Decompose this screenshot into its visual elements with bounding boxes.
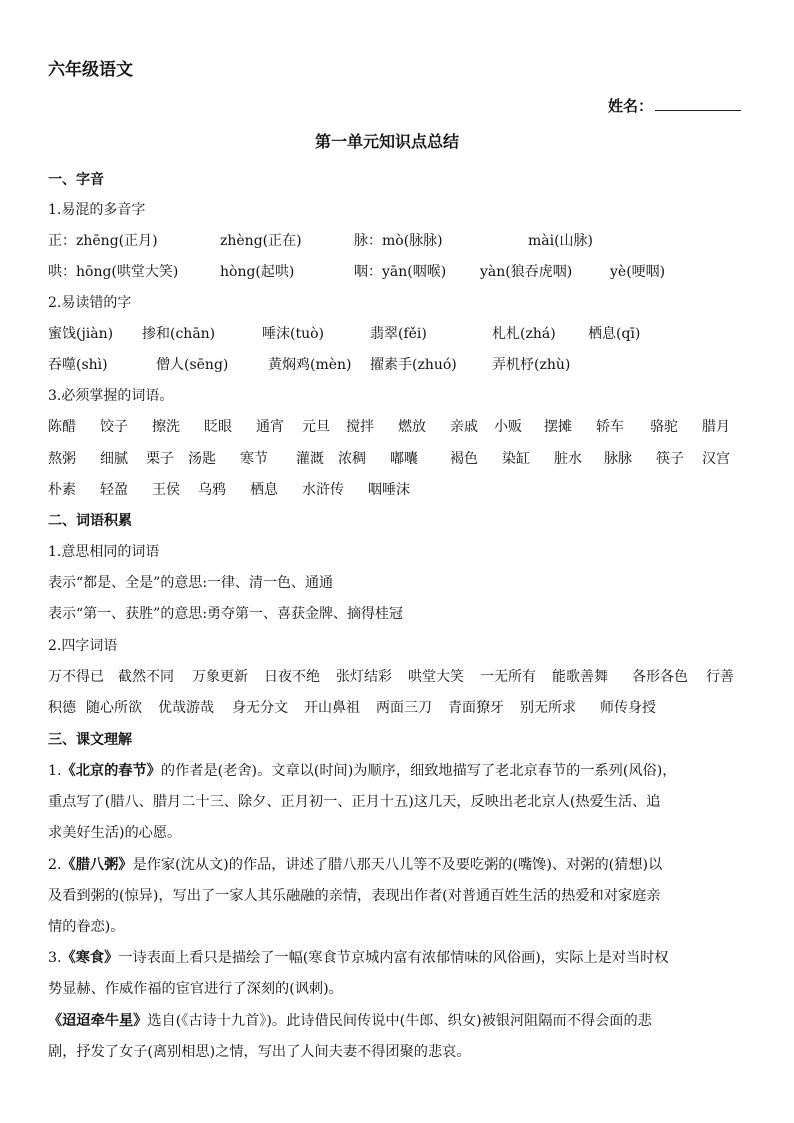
pinyin-item: 弄机杼(zhù) xyxy=(492,357,571,373)
sub-heading-misread: 2.易读错的字 xyxy=(48,295,132,311)
sub-heading-idioms: 2.四字词语 xyxy=(48,638,118,654)
word-item: 褐色 xyxy=(450,451,478,467)
word-item: 摆摊 xyxy=(544,419,572,435)
paragraph-line: 势显赫、作威作福的宦官进行了深刻的(讽刺)。 xyxy=(48,981,343,997)
name-field xyxy=(608,96,741,116)
paragraph-line: 剧，抒发了女子(离别相思)之情，写出了人间夫妻不得团聚的悲哀。 xyxy=(48,1044,471,1060)
word-item: 脏水 xyxy=(554,451,582,467)
word-item: 陈醋 xyxy=(48,419,76,435)
idiom-item: 一无所有 xyxy=(480,669,536,685)
word-item: 染缸 xyxy=(502,451,530,467)
pinyin-item: 札札(zhá) xyxy=(492,326,556,342)
idiom-item: 两面三刀 xyxy=(376,700,432,716)
idiom-item: 随心所欲 xyxy=(86,700,142,716)
paragraph-line: 情的眷恋)。 xyxy=(48,919,125,935)
word-item: 饺子 xyxy=(100,419,128,435)
name-blank xyxy=(655,96,741,111)
idiom-item: 开山鼻祖 xyxy=(304,700,360,716)
word-item: 灌溉 xyxy=(296,451,324,467)
idiom-item: 别无所求 xyxy=(520,700,576,716)
idiom-item: 哄堂大笑 xyxy=(408,669,464,685)
idiom-item: 万不得已 xyxy=(48,669,104,685)
word-item: 浓稠 xyxy=(338,451,366,467)
word-item: 水浒传 xyxy=(302,482,344,498)
idiom-item: 积德 xyxy=(48,700,76,716)
word-item: 擦洗 xyxy=(152,419,180,435)
paragraph-beijing-spring-festival xyxy=(48,761,753,843)
word-item: 轻盈 xyxy=(100,482,128,498)
sub-heading-synonyms: 1.意思相同的词语 xyxy=(48,544,160,560)
item-number: 1. xyxy=(48,763,62,779)
pinyin-item: 翡翠(fěi) xyxy=(370,326,427,342)
sub-heading-polyphones: 1.易混的多音字 xyxy=(48,202,146,218)
word-item: 细腻 xyxy=(100,451,128,467)
pinyin-item: 脉：mò(脉脉) xyxy=(354,233,443,249)
synonym-line-1: 表示“都是、全是”的意思:一律、清一色、通通 xyxy=(48,575,334,591)
word-item: 嘟囔 xyxy=(390,451,418,467)
pinyin-item: hòng(起哄) xyxy=(220,264,295,280)
idiom-item: 各形各色 xyxy=(632,669,688,685)
word-item: 咽唾沫 xyxy=(368,482,410,498)
section-heading-vocabulary: 二、词语积累 xyxy=(48,513,132,529)
name-label: 姓名： xyxy=(608,97,654,115)
word-item: 腊月 xyxy=(702,419,730,435)
idiom-item: 师传身授 xyxy=(600,700,656,716)
page-title: 第一单元知识点总结 xyxy=(315,132,460,151)
section-heading-pronunciation: 一、字音 xyxy=(48,172,104,188)
paragraph-line: 是作家(沈从文)的作品，讲述了腊八那天八儿等不及要吃粥的(嘴馋)、对粥的(猜想)以 xyxy=(132,857,663,873)
idiom-item: 万象更新 xyxy=(192,669,248,685)
word-item: 乌鸦 xyxy=(198,482,226,498)
pinyin-item: yè(哽咽) xyxy=(610,264,666,280)
item-number: 2. xyxy=(48,857,62,873)
idiom-item: 优哉游哉 xyxy=(158,700,214,716)
word-item: 栖息 xyxy=(250,482,278,498)
word-item: 熬粥 xyxy=(48,451,76,467)
word-item: 寒节 xyxy=(240,451,268,467)
pinyin-item: zhèng(正在) xyxy=(220,233,302,249)
word-item: 搅拌 xyxy=(346,419,374,435)
paragraph-line: 及看到粥的(惊异)，写出了一家人其乐融融的亲情，表现出作者(对普通百姓生活的热爱和对家庭亲 xyxy=(48,888,661,904)
pinyin-item: 蜜饯(jiàn) xyxy=(48,326,114,342)
book-title: 《寒食》 xyxy=(61,950,119,966)
word-item: 脉脉 xyxy=(604,451,632,467)
idiom-item: 截然不同 xyxy=(118,669,174,685)
sub-heading-key-words: 3.必须掌握的词语。 xyxy=(48,388,174,404)
pinyin-item: 黄焖鸡(mèn) xyxy=(268,357,352,373)
word-item: 通宵 xyxy=(256,419,284,435)
pinyin-item: 咽：yān(咽喉) xyxy=(354,264,447,280)
pinyin-item: 掺和(chān) xyxy=(142,326,216,342)
pinyin-item: 正：zhēng(正月) xyxy=(48,233,158,249)
paragraph-laba-porridge xyxy=(48,855,753,937)
pinyin-item: yàn(狼吞虎咽) xyxy=(480,264,573,280)
grade-label: 六年级语文 xyxy=(48,60,133,80)
word-item: 亲戚 xyxy=(450,419,478,435)
item-number: 3. xyxy=(48,950,62,966)
paragraph-line: 一诗表面上看只是描绘了一幅(寒食节京城内富有浓郁情味的风俗画)，实际上是对当时权 xyxy=(118,950,669,966)
pinyin-item: 栖息(qī) xyxy=(588,326,641,342)
word-item: 朴素 xyxy=(48,482,76,498)
word-item: 筷子 xyxy=(656,451,684,467)
idiom-item: 身无分文 xyxy=(232,700,288,716)
idiom-item: 日夜不绝 xyxy=(264,669,320,685)
paragraph-line: 选自(《古诗十九首》)。此诗借民间传说中(牛郎、织女)被银河阻隔而不得会面的悲 xyxy=(147,1013,652,1029)
idiom-item: 青面獠牙 xyxy=(448,700,504,716)
pinyin-item: 唾沫(tuò) xyxy=(262,326,324,342)
paragraph-line: 重点写了(腊八、腊月二十三、除夕、正月初一、正月十五)这几天，反映出老北京人(热爱生活、追 xyxy=(48,794,661,810)
idiom-item: 行善 xyxy=(706,669,734,685)
word-item: 小贩 xyxy=(494,419,522,435)
pinyin-item: 吞噬(shì) xyxy=(48,357,108,373)
paragraph-line: 求美好生活)的心愿。 xyxy=(48,825,182,841)
synonym-line-2: 表示“第一、获胜”的意思:勇夺第一、喜获金牌、摘得桂冠 xyxy=(48,606,404,622)
idiom-item: 张灯结彩 xyxy=(336,669,392,685)
idiom-item: 能歌善舞 xyxy=(552,669,608,685)
book-title: 《腊八粥》 xyxy=(61,857,133,873)
paragraph-altair xyxy=(48,1011,753,1062)
word-item: 汉宫 xyxy=(702,451,730,467)
word-item: 轿车 xyxy=(596,419,624,435)
word-item: 汤匙 xyxy=(188,451,216,467)
word-item: 王侯 xyxy=(152,482,180,498)
book-title: 《北京的春节》 xyxy=(61,763,161,779)
pinyin-item: mài(山脉) xyxy=(528,233,594,249)
book-title: 《迢迢牵牛星》 xyxy=(48,1013,148,1029)
section-heading-text-understanding: 三、课文理解 xyxy=(48,732,132,748)
pinyin-item: 僧人(sēng) xyxy=(156,357,229,373)
word-item: 栗子 xyxy=(146,451,174,467)
pinyin-item: 哄：hōng(哄堂大笑) xyxy=(48,264,179,280)
word-item: 骆驼 xyxy=(650,419,678,435)
pinyin-item: 擢素手(zhuó) xyxy=(370,357,457,373)
paragraph-line: 的作者是(老舍)。文章以(时间)为顺序，细致地描写了老北京春节的一系列(风俗)， xyxy=(160,763,677,779)
word-item: 元旦 xyxy=(302,419,330,435)
word-item: 眨眼 xyxy=(204,419,232,435)
paragraph-cold-food xyxy=(48,948,753,999)
word-item: 燃放 xyxy=(398,419,426,435)
